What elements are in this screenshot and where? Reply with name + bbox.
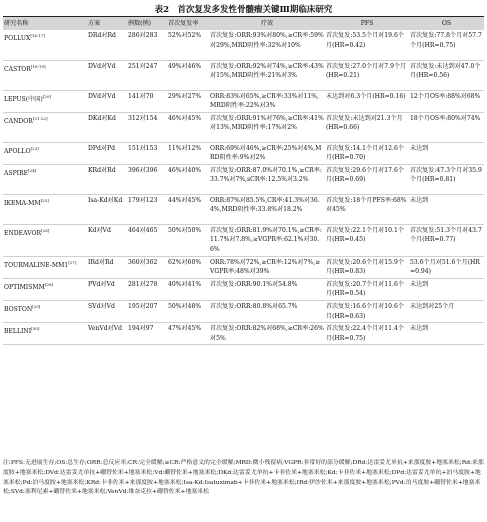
os-cell: [409, 164, 484, 194]
regimen-text: DPd对Pd: [88, 144, 115, 152]
pfs-text: 首次复发:20.7个月对11.6个月(HR=0.54): [326, 280, 404, 298]
regimen-cell: [87, 60, 127, 90]
study-name-text: CANDOR: [4, 117, 33, 125]
first-relapse-rate-text: 50%对50%: [168, 226, 202, 234]
reference-marker: [29]: [32, 304, 41, 310]
pfs-cell: [325, 194, 409, 224]
regimen-text: KRd对Rd: [88, 166, 116, 174]
regimen-cell: [87, 30, 127, 60]
first-relapse-rate-cell: [167, 256, 209, 278]
table-row: [3, 112, 484, 142]
study-name-text: ASPIRE: [4, 169, 29, 177]
sample-size-cell: [127, 224, 167, 256]
os-text: 未达到对25个月: [410, 303, 455, 311]
regimen-cell: [87, 164, 127, 194]
efficacy-text: 首次复发:ORR:80.8%对65.7%: [210, 303, 298, 311]
os-text: 12个月OS率:88%对68%: [410, 92, 481, 100]
os-text: 18个月OS率:80%对74%: [410, 114, 481, 122]
efficacy-text: 首次复发:ORR:93%对80%,≥CR率:59%对29%,MRD阴性率:32%对10%: [210, 32, 324, 49]
first-relapse-rate-text: 40%对41%: [168, 280, 202, 288]
regimen-text: DVd对Vd: [88, 62, 116, 70]
reference-marker: [18-19]: [30, 63, 46, 69]
os-text: 未达到: [410, 144, 429, 152]
pfs-cell: [325, 60, 409, 90]
sample-size-text: 195对207: [128, 303, 158, 311]
sample-size-cell: [127, 60, 167, 90]
regimen-text: Isa-Kd对Kd: [88, 196, 123, 204]
os-cell: [409, 90, 484, 112]
reference-marker: [16-17]: [30, 33, 45, 38]
sample-size-text: 360对362: [128, 258, 158, 266]
efficacy-text: ORR:69%对46%,≥CR率:25%对4%,MRD阴性率:9%对2%: [210, 144, 322, 162]
first-relapse-rate-cell: [167, 301, 209, 323]
os-text: 首次复发:77.8个月对57.7个月(HR=0.75): [410, 32, 482, 49]
study-name-text: BOSTON: [4, 306, 33, 314]
efficacy-cell: [209, 30, 325, 60]
header-row: [3, 17, 484, 31]
pfs-text: 首次复发:22.1个月对10.1个月(HR=0.45): [326, 226, 404, 244]
study-name-text: LEPUS(中国): [4, 95, 43, 103]
col-header-os: OS: [409, 17, 484, 31]
os-cell: [409, 278, 484, 300]
pfs-text: 首次复发:16.6个月对10.6个月(HR=0.63): [326, 303, 404, 320]
pfs-text: 首次复发:14.1个月对12.6个月(HR=0.70): [326, 144, 404, 162]
pfs-cell: [325, 278, 409, 300]
os-text: 未达到: [410, 196, 429, 204]
pfs-cell: [325, 256, 409, 278]
pfs-text: 首次复发:20.6个月对15.9个月(HR=0.83): [326, 258, 404, 276]
sample-size-text: 286对283: [128, 32, 158, 39]
regimen-text: VenVd对Vd: [88, 325, 123, 333]
os-text: 首次复发:51.3个月对43.7个月(HR=0.77): [410, 226, 482, 244]
sample-size-text: 151对153: [128, 144, 158, 152]
regimen-cell: [87, 224, 127, 256]
first-relapse-rate-cell: [167, 164, 209, 194]
table-row: [3, 90, 484, 112]
regimen-text: SVd对Vd: [88, 303, 115, 311]
first-relapse-rate-text: 11%对12%: [168, 144, 202, 152]
efficacy-text: ORR:87%对85.5%,CR率:41.3%对36.4%,MRD阴性率:33.8%对18.2%: [210, 196, 320, 214]
regimen-cell: [87, 112, 127, 142]
os-cell: [409, 60, 484, 90]
col-header-name: 研究名称: [3, 17, 87, 31]
efficacy-cell: [209, 60, 325, 90]
os-text: 未达到: [410, 280, 429, 288]
sample-size-text: 251对247: [128, 62, 158, 70]
study-name-cell: [3, 112, 87, 142]
os-cell: [409, 142, 484, 164]
reference-marker: [30]: [31, 326, 40, 332]
regimen-text: DVd对Vd: [88, 92, 116, 100]
sample-size-cell: [127, 323, 167, 345]
sample-size-text: 464对465: [128, 226, 158, 234]
table-row: [3, 278, 484, 300]
study-name-text: BELLINI: [4, 328, 32, 336]
regimen-text: Kd对Vd: [88, 226, 111, 234]
pfs-cell: [325, 301, 409, 323]
sample-size-text: 194对97: [128, 325, 154, 333]
os-cell: [409, 323, 484, 345]
efficacy-cell: [209, 301, 325, 323]
efficacy-cell: [209, 224, 325, 256]
reference-marker: [25]: [40, 197, 49, 203]
study-name-text: POLLUX: [4, 35, 31, 43]
sample-size-cell: [127, 278, 167, 300]
efficacy-text: 首次复发:ORR:92%对74%,≥CR率:43%对15%,MRD阴性率:21%对3%: [210, 62, 324, 80]
os-cell: [409, 194, 484, 224]
first-relapse-rate-cell: [167, 224, 209, 256]
sample-size-cell: [127, 194, 167, 224]
first-relapse-rate-text: 46%对45%: [168, 114, 202, 122]
efficacy-text: ORR:78%对72%,≥CR率:12%对7%,≥VGPR率:48%对39%: [210, 258, 321, 276]
study-name-cell: [3, 224, 87, 256]
first-relapse-rate-cell: [167, 278, 209, 300]
sample-size-text: 141对70: [128, 92, 154, 100]
table-row: [3, 60, 484, 90]
study-name-cell: [3, 278, 87, 300]
regimen-cell: [87, 90, 127, 112]
reference-marker: [20]: [42, 93, 51, 99]
table-title: 表2 首次复发多发性骨髓瘤关键Ⅲ期临床研究: [154, 5, 333, 15]
regimen-cell: [87, 142, 127, 164]
efficacy-text: 首次复发:ORR:82%对68%,≥CR率:26%对5%: [210, 325, 324, 342]
first-relapse-rate-text: 62%对60%: [168, 258, 202, 266]
study-name-text: APOLLO: [4, 147, 31, 155]
os-cell: [409, 301, 484, 323]
sample-size-cell: [127, 256, 167, 278]
study-name-cell: [3, 30, 87, 60]
first-relapse-rate-text: 46%对40%: [168, 166, 202, 174]
table-note: 注:PFS:无进展生存;OS:总生存;ORR:总反应率;CR:完全缓解;≥CR:严格意义的完全缓解;MRD:微小残留病;VGPR:非常好的部分缓解;DRd:达雷妥尤单抗+来那度胺+地塞米松;Rd:来那度胺+地塞米松;DVd:达雷妥尤单抗+硼替佐米+地塞米松;Vd:硼替佐米+地塞米松;DKd:达雷妥尤单抗+卡非佐米+地塞米松;Kd:卡非佐米+地塞米松;DPd:达雷妥尤单抗+泊马度胺+地塞米松;Pd:泊马度胺+地塞米松;KRd:卡非佐米+来那度胺+地塞米松;Isa-Kd:Isatuximab+卡非佐米+地塞米松;IRd:伊沙佐米+来那度胺+地塞米松;PVd:泊马度胺+硼替佐米+地塞米松;SVd:塞利尼索+硼替佐米+地塞米松;VenVd:维奈克拉+硼替佐米+地塞米松: [3, 460, 484, 496]
efficacy-text: 首次复发:ORR:91%对76%,≥CR率:41%对13%,MRD阴性率:17%对2%: [210, 114, 324, 132]
table-row: [3, 256, 484, 278]
pfs-cell: [325, 90, 409, 112]
os-cell: [409, 112, 484, 142]
efficacy-text: ORR:83%对65%,≥CR率:33%对11%,MRD阴性率:22%对3%: [210, 92, 319, 110]
study-name-cell: [3, 194, 87, 224]
pfs-text: 首次复发:29.6个月对17.6个月(HR=0.69): [326, 166, 404, 184]
sample-size-text: 396对396: [128, 166, 158, 174]
first-relapse-rate-text: 44%对45%: [168, 196, 202, 204]
table-row: [3, 224, 484, 256]
pfs-cell: [325, 112, 409, 142]
regimen-text: PVd对Vd: [88, 280, 115, 288]
sample-size-cell: [127, 301, 167, 323]
first-relapse-rate-cell: [167, 142, 209, 164]
os-cell: [409, 224, 484, 256]
os-text: 首次复发:未达到对47.0个月(HR=0.56): [410, 62, 481, 80]
table-row: [3, 142, 484, 164]
study-name-cell: [3, 60, 87, 90]
regimen-cell: [87, 278, 127, 300]
col-header-pfs: PFS: [325, 17, 409, 31]
pfs-text: 首次复发:未达到对21.3个月(HR=0.66): [326, 114, 403, 132]
first-relapse-rate-text: 52%对52%: [168, 32, 202, 39]
regimen-text: DRd对Rd: [88, 32, 116, 39]
col-header-n: 例数(例): [127, 17, 167, 31]
efficacy-cell: [209, 323, 325, 345]
first-relapse-rate-cell: [167, 60, 209, 90]
reference-marker: [27]: [68, 259, 77, 265]
study-name-cell: [3, 323, 87, 345]
first-relapse-rate-cell: [167, 90, 209, 112]
sample-size-cell: [127, 164, 167, 194]
table-row: [3, 194, 484, 224]
reference-marker: [28]: [44, 281, 54, 287]
efficacy-cell: [209, 90, 325, 112]
study-name-text: CASTOR: [4, 65, 31, 73]
col-header-regimen: 方案: [87, 17, 127, 31]
efficacy-cell: [209, 112, 325, 142]
col-header-efficacy: 疗效: [209, 17, 325, 31]
pfs-text: 首次复发:18个月PFS率:68%对45%: [326, 196, 407, 214]
sample-size-cell: [127, 90, 167, 112]
regimen-cell: [87, 256, 127, 278]
efficacy-cell: [209, 194, 325, 224]
efficacy-cell: [209, 256, 325, 278]
pfs-text: 首次复发:22.4个月对11.4个月(HR=0.75): [326, 325, 404, 342]
reference-marker: [21-22]: [32, 115, 48, 121]
first-relapse-rate-text: 47%对45%: [168, 325, 202, 333]
reference-marker: [23]: [30, 145, 39, 151]
pfs-cell: [325, 164, 409, 194]
sample-size-text: 179对123: [128, 196, 158, 204]
first-relapse-rate-cell: [167, 323, 209, 345]
first-relapse-rate-text: 50%对48%: [168, 303, 202, 311]
efficacy-cell: [209, 278, 325, 300]
reference-marker: [24]: [28, 167, 37, 173]
regimen-text: DKd对Kd: [88, 114, 116, 122]
os-text: 53.6个月对51.6个月(HR=0.94): [410, 258, 480, 276]
regimen-text: IRd对Rd: [88, 258, 114, 266]
study-name-cell: [3, 142, 87, 164]
first-relapse-rate-cell: [167, 30, 209, 60]
table-row: [3, 323, 484, 345]
study-name-text: ENDEAVOR: [4, 229, 42, 237]
sample-size-cell: [127, 142, 167, 164]
pfs-text: 首次复发:27.0个月对7.9个月(HR=0.21): [326, 62, 407, 80]
table-body: [3, 30, 484, 345]
table-row: [3, 301, 484, 323]
regimen-cell: [87, 194, 127, 224]
os-text: 首次复发:47.3个月对35.9个月(HR=0.81): [410, 166, 482, 184]
study-name-cell: [3, 90, 87, 112]
pfs-text: 首次复发:53.5个月对19.6个月(HR=0.42): [326, 32, 404, 49]
trials-table: [3, 16, 484, 345]
os-cell: [409, 256, 484, 278]
study-name-text: TOURMALINE-MM1: [4, 261, 69, 269]
efficacy-text: 首次复发:ORR:87.0%对70.1%,≥CR率:33.7%对7%,sCR率:12.5%对3.2%: [210, 166, 322, 184]
pfs-cell: [325, 30, 409, 60]
first-relapse-rate-text: 29%对27%: [168, 92, 202, 100]
table-row: [3, 30, 484, 60]
study-name-cell: [3, 301, 87, 323]
sample-size-cell: [127, 30, 167, 60]
first-relapse-rate-cell: [167, 194, 209, 224]
pfs-cell: [325, 323, 409, 345]
pfs-cell: [325, 224, 409, 256]
os-text: 未达到: [410, 325, 429, 333]
sample-size-cell: [127, 112, 167, 142]
sample-size-text: 312对154: [128, 114, 158, 122]
efficacy-cell: [209, 164, 325, 194]
col-header-rate: 首次复发率: [167, 17, 209, 31]
first-relapse-rate-cell: [167, 112, 209, 142]
pfs-text: 未达到对6.3个月(HR=0.16): [326, 92, 406, 100]
os-cell: [409, 30, 484, 60]
first-relapse-rate-text: 49%对46%: [168, 62, 202, 70]
study-name-cell: [3, 256, 87, 278]
reference-marker: [26]: [41, 227, 50, 233]
pfs-cell: [325, 142, 409, 164]
study-name-text: OPTIMISMM: [4, 283, 45, 291]
sample-size-text: 281对278: [128, 280, 158, 288]
efficacy-cell: [209, 142, 325, 164]
regimen-cell: [87, 323, 127, 345]
efficacy-text: 首次复发:ORR:81.9%对70.1%,≥CR率:11.7%对7.8%,≥VGPR率:62.1%对30.6%: [210, 226, 322, 254]
regimen-cell: [87, 301, 127, 323]
study-name-text: IKEMA-MM: [4, 199, 41, 207]
table-row: [3, 164, 484, 194]
study-name-cell: [3, 164, 87, 194]
efficacy-text: 首次复发:ORR:90.1%对54.8%: [210, 280, 298, 288]
